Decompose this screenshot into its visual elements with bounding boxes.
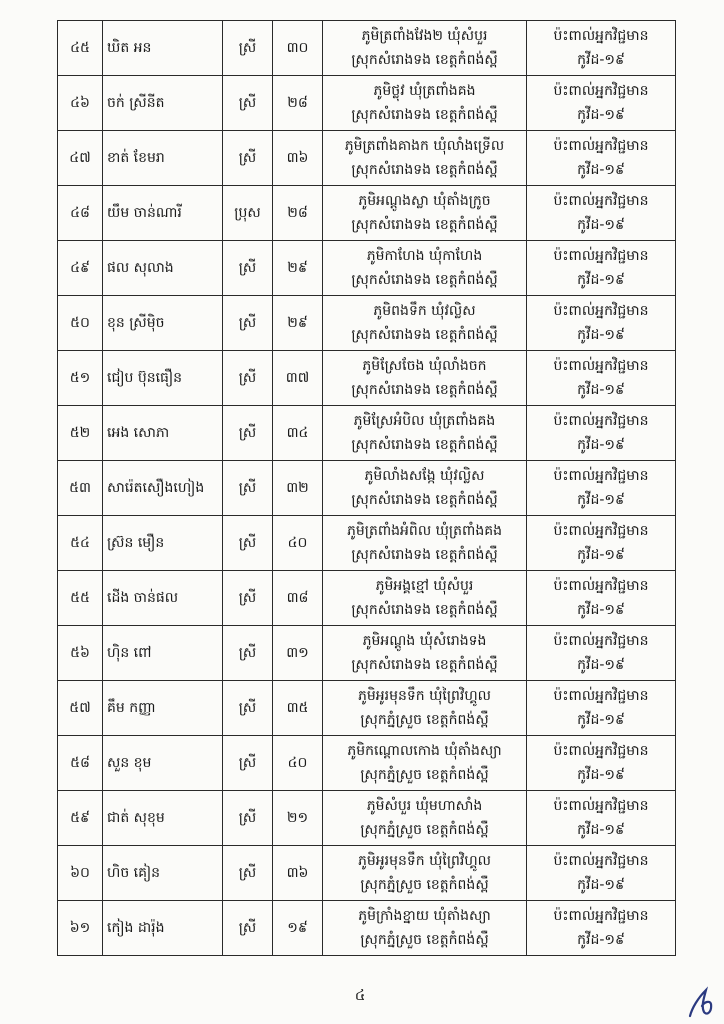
person-sex: ស្រី <box>223 241 273 296</box>
address-cell <box>323 571 527 626</box>
note-cell-line: កូវីដ-១៩ <box>577 767 625 783</box>
person-age: ៣៨ <box>273 571 323 626</box>
person-name: អេង សោភា <box>103 406 223 461</box>
address-cell <box>323 516 527 571</box>
address-cell <box>323 846 527 901</box>
note-cell-line: ប៉ះពាល់អ្នកវិជ្ជមាន <box>553 523 649 539</box>
handwritten-initial-mark <box>686 986 716 1020</box>
person-name: ដើង ចាន់ផល <box>103 571 223 626</box>
address-cell-line: ស្រុកភ្នំស្រួច ខេត្តកំពង់ស្ពឺ <box>360 877 489 893</box>
row-number: ៤៧ <box>58 131 103 186</box>
address-cell <box>323 681 527 736</box>
person-name: ហ៊ិន ពៅ <box>103 626 223 681</box>
person-name: ផល សុលាង <box>103 241 223 296</box>
table-row <box>58 461 676 516</box>
row-number: ៥៣ <box>58 461 103 516</box>
address-cell <box>323 626 527 681</box>
table-row <box>58 21 676 76</box>
address-cell <box>323 296 527 351</box>
address-cell <box>323 76 527 131</box>
row-number: ៤៨ <box>58 186 103 241</box>
note-cell-line: ប៉ះពាល់អ្នកវិជ្ជមាន <box>553 83 649 99</box>
address-cell-line: ភូមិត្រពាំងអំពិល ឃុំត្រពាំងគង <box>347 523 502 539</box>
address-cell <box>323 901 527 956</box>
person-name: យឹម ចាន់ណារី <box>103 186 223 241</box>
address-cell-line: ភូមិត្រពាំងវែង២ ឃុំសំបួរ <box>361 28 488 44</box>
row-number: ៥១ <box>58 351 103 406</box>
address-cell-line: ភូមិថ្លុវ ឃុំត្រពាំងគង <box>373 83 476 99</box>
table-row <box>58 791 676 846</box>
address-cell <box>323 21 527 76</box>
row-number: ៦០ <box>58 846 103 901</box>
person-age: ៣៦ <box>273 131 323 186</box>
table-row <box>58 901 676 956</box>
records-table <box>57 20 676 956</box>
note-cell <box>527 846 676 901</box>
note-cell-line: កូវីដ-១៩ <box>577 52 625 68</box>
person-sex: ស្រី <box>223 131 273 186</box>
address-cell-line: ភូមិសំបួរ ឃុំមហាសាំង <box>366 798 483 814</box>
person-sex: ស្រី <box>223 901 273 956</box>
address-cell <box>323 186 527 241</box>
person-sex: ស្រី <box>223 406 273 461</box>
note-cell-line: ប៉ះពាល់អ្នកវិជ្ជមាន <box>553 798 649 814</box>
address-cell-line: ស្រុកសំរោងទង ខេត្តកំពង់ស្ពឺ <box>351 382 498 398</box>
note-cell <box>527 21 676 76</box>
address-cell <box>323 736 527 791</box>
note-cell-line: ប៉ះពាល់អ្នកវិជ្ជមាន <box>553 468 649 484</box>
person-age: ២៨ <box>273 76 323 131</box>
person-sex: ស្រី <box>223 736 273 791</box>
note-cell <box>527 131 676 186</box>
person-name: សួន ខុម <box>103 736 223 791</box>
address-cell-line: ភូមិពងទឹក ឃុំវល្លិស <box>373 303 476 319</box>
table-row <box>58 681 676 736</box>
person-age: ៣២ <box>273 461 323 516</box>
address-cell-line: ស្រុកសំរោងទង ខេត្តកំពង់ស្ពឺ <box>351 162 498 178</box>
address-cell-line: ភូមិក្រាំងខ្នាយ ឃុំតាំងស្យា <box>358 908 491 924</box>
note-cell-line: កូវីដ-១៩ <box>577 822 625 838</box>
row-number: ៥៥ <box>58 571 103 626</box>
table-row <box>58 76 676 131</box>
address-cell-line: ស្រុកសំរោងទង ខេត្តកំពង់ស្ពឺ <box>351 492 498 508</box>
address-cell-line: ស្រុកសំរោងទង ខេត្តកំពង់ស្ពឺ <box>351 327 498 343</box>
note-cell-line: កូវីដ-១៩ <box>577 217 625 233</box>
person-age: ១៩ <box>273 901 323 956</box>
table-row <box>58 131 676 186</box>
person-name: ខាត់ ខែមរា <box>103 131 223 186</box>
table-row <box>58 186 676 241</box>
person-age: ២៨ <box>273 186 323 241</box>
person-age: ៣៦ <box>273 846 323 901</box>
row-number: ៤៥ <box>58 21 103 76</box>
person-sex: ស្រី <box>223 21 273 76</box>
address-cell <box>323 241 527 296</box>
person-name: សារ៉េតសឿងហៀង <box>103 461 223 516</box>
address-cell <box>323 406 527 461</box>
note-cell-line: ប៉ះពាល់អ្នកវិជ្ជមាន <box>553 28 649 44</box>
note-cell <box>527 516 676 571</box>
note-cell-line: កូវីដ-១៩ <box>577 932 625 948</box>
note-cell-line: ប៉ះពាល់អ្នកវិជ្ជមាន <box>553 853 649 869</box>
address-cell-line: ស្រុកសំរោងទង ខេត្តកំពង់ស្ពឺ <box>351 602 498 618</box>
table-row <box>58 406 676 461</box>
address-cell-line: ភូមិអូរមុនទឹក ឃុំព្រៃវិហ្គូល <box>357 853 492 869</box>
note-cell <box>527 681 676 736</box>
person-sex: ស្រី <box>223 516 273 571</box>
row-number: ៥៧ <box>58 681 103 736</box>
address-cell <box>323 791 527 846</box>
note-cell-line: កូវីដ-១៩ <box>577 437 625 453</box>
note-cell <box>527 791 676 846</box>
person-sex: ស្រី <box>223 681 273 736</box>
row-number: ៥៩ <box>58 791 103 846</box>
note-cell-line: ប៉ះពាល់អ្នកវិជ្ជមាន <box>553 193 649 209</box>
person-age: ៤០ <box>273 516 323 571</box>
person-sex: ស្រី <box>223 461 273 516</box>
table-row <box>58 296 676 351</box>
address-cell-line: ស្រុកភ្នំស្រួច ខេត្តកំពង់ស្ពឺ <box>360 822 489 838</box>
note-cell <box>527 736 676 791</box>
person-sex: ស្រី <box>223 76 273 131</box>
row-number: ៤៩ <box>58 241 103 296</box>
note-cell-line: កូវីដ-១៩ <box>577 602 625 618</box>
address-cell-line: ភូមិស្រែអំបិល ឃុំត្រពាំងគង <box>353 413 496 429</box>
person-name: ខុន ស្រីម៉ិច <box>103 296 223 351</box>
note-cell <box>527 626 676 681</box>
person-name: ស្រ៊ន មឿន <box>103 516 223 571</box>
note-cell-line: កូវីដ-១៩ <box>577 327 625 343</box>
address-cell <box>323 351 527 406</box>
note-cell <box>527 901 676 956</box>
row-number: ៥២ <box>58 406 103 461</box>
address-cell-line: ភូមិអូរមុនទឹក ឃុំព្រៃវិហ្គូល <box>357 688 492 704</box>
person-name: ចក់ ស្រីនីត <box>103 76 223 131</box>
note-cell-line: ប៉ះពាល់អ្នកវិជ្ជមាន <box>553 358 649 374</box>
row-number: ៦១ <box>58 901 103 956</box>
person-name: គឹម កញ្ញា <box>103 681 223 736</box>
row-number: ៥៦ <box>58 626 103 681</box>
address-cell-line: ភូមិស្រែចែង ឃុំលាំងចក <box>362 358 487 374</box>
note-cell-line: ប៉ះពាល់អ្នកវិជ្ជមាន <box>553 578 649 594</box>
address-cell-line: ភូមិកណ្ដោលកោង ឃុំតាំងស្យា <box>347 743 502 759</box>
address-cell-line: ស្រុកសំរោងទង ខេត្តកំពង់ស្ពឺ <box>351 107 498 123</box>
note-cell-line: កូវីដ-១៩ <box>577 657 625 673</box>
address-cell-line: ស្រុកសំរោងទង ខេត្តកំពង់ស្ពឺ <box>351 657 498 673</box>
address-cell-line: ស្រុកសំរោងទង ខេត្តកំពង់ស្ពឺ <box>351 437 498 453</box>
person-age: ៣៤ <box>273 406 323 461</box>
person-sex: ស្រី <box>223 351 273 406</box>
note-cell-line: ប៉ះពាល់អ្នកវិជ្ជមាន <box>553 303 649 319</box>
person-sex: ប្រុស <box>223 186 273 241</box>
note-cell-line: ប៉ះពាល់អ្នកវិជ្ជមាន <box>553 248 649 264</box>
address-cell-line: ភូមិអង្គខ្មៅ ឃុំសំបួរ <box>375 578 474 594</box>
note-cell <box>527 241 676 296</box>
person-age: ៣១ <box>273 626 323 681</box>
address-cell-line: ស្រុកសំរោងទង ខេត្តកំពង់ស្ពឺ <box>351 217 498 233</box>
note-cell-line: ប៉ះពាល់អ្នកវិជ្ជមាន <box>553 743 649 759</box>
address-cell <box>323 131 527 186</box>
person-name: ហិច គៀន <box>103 846 223 901</box>
note-cell-line: កូវីដ-១៩ <box>577 382 625 398</box>
table-row <box>58 736 676 791</box>
note-cell-line: កូវីដ-១៩ <box>577 107 625 123</box>
note-cell-line: កូវីដ-១៩ <box>577 492 625 508</box>
note-cell <box>527 351 676 406</box>
person-sex: ស្រី <box>223 791 273 846</box>
table-row <box>58 626 676 681</box>
records-table-body <box>58 21 676 956</box>
address-cell-line: ភូមិលាំងសង្កែ ឃុំវល្លិស <box>364 468 485 484</box>
note-cell-line: ប៉ះពាល់អ្នកវិជ្ជមាន <box>553 413 649 429</box>
address-cell-line: ភូមិកាហែង ឃុំកាហែង <box>366 248 483 264</box>
note-cell-line: ប៉ះពាល់អ្នកវិជ្ជមាន <box>553 633 649 649</box>
row-number: ៤៦ <box>58 76 103 131</box>
address-cell-line: ស្រុកភ្នំស្រួច ខេត្តកំពង់ស្ពឺ <box>360 712 489 728</box>
person-sex: ស្រី <box>223 296 273 351</box>
note-cell <box>527 406 676 461</box>
person-age: ៣០ <box>273 21 323 76</box>
address-cell <box>323 461 527 516</box>
address-cell-line: ភូមិត្រពាំងគាងក ឃុំលាំងទ្រើល <box>344 138 505 154</box>
table-row <box>58 351 676 406</box>
person-age: ៣៧ <box>273 351 323 406</box>
row-number: ៥០ <box>58 296 103 351</box>
note-cell <box>527 571 676 626</box>
address-cell-line: ស្រុកភ្នំស្រួច ខេត្តកំពង់ស្ពឺ <box>360 767 489 783</box>
table-row <box>58 846 676 901</box>
person-age: ៤០ <box>273 736 323 791</box>
note-cell-line: ប៉ះពាល់អ្នកវិជ្ជមាន <box>553 688 649 704</box>
table-row <box>58 241 676 296</box>
table-row <box>58 516 676 571</box>
address-cell-line: ស្រុកភ្នំស្រួច ខេត្តកំពង់ស្ពឺ <box>360 932 489 948</box>
person-age: ២៩ <box>273 296 323 351</box>
note-cell <box>527 461 676 516</box>
table-row <box>58 571 676 626</box>
person-age: ៣៥ <box>273 681 323 736</box>
address-cell-line: ភូមិអណ្ដូងស្លា ឃុំតាំងក្រូច <box>358 193 491 209</box>
row-number: ៥៨ <box>58 736 103 791</box>
note-cell-line: ប៉ះពាល់អ្នកវិជ្ជមាន <box>553 138 649 154</box>
note-cell <box>527 76 676 131</box>
person-name: ឃិត អន <box>103 21 223 76</box>
address-cell-line: ស្រុកសំរោងទង ខេត្តកំពង់ស្ពឺ <box>351 272 498 288</box>
person-name: ជាត់ សុខុម <box>103 791 223 846</box>
note-cell-line: កូវីដ-១៩ <box>577 547 625 563</box>
note-cell <box>527 186 676 241</box>
row-number: ៥៤ <box>58 516 103 571</box>
note-cell-line: កូវីដ-១៩ <box>577 272 625 288</box>
note-cell <box>527 296 676 351</box>
person-sex: ស្រី <box>223 571 273 626</box>
person-age: ២១ <box>273 791 323 846</box>
address-cell-line: ស្រុកសំរោងទង ខេត្តកំពង់ស្ពឺ <box>351 547 498 563</box>
note-cell-line: កូវីដ-១៩ <box>577 877 625 893</box>
address-cell-line: ភូមិអណ្ដូង ឃុំសំរោងទង <box>362 633 487 649</box>
address-cell-line: ស្រុកសំរោងទង ខេត្តកំពង់ស្ពឺ <box>351 52 498 68</box>
note-cell-line: កូវីដ-១៩ <box>577 162 625 178</box>
person-name: ជៀប ប៊ុនធឿន <box>103 351 223 406</box>
person-sex: ស្រី <box>223 846 273 901</box>
page-number: ៤ <box>354 986 366 1004</box>
note-cell-line: កូវីដ-១៩ <box>577 712 625 728</box>
person-age: ២៩ <box>273 241 323 296</box>
person-sex: ស្រី <box>223 626 273 681</box>
note-cell-line: ប៉ះពាល់អ្នកវិជ្ជមាន <box>553 908 649 924</box>
person-name: កៀង ដារ៉ុង <box>103 901 223 956</box>
